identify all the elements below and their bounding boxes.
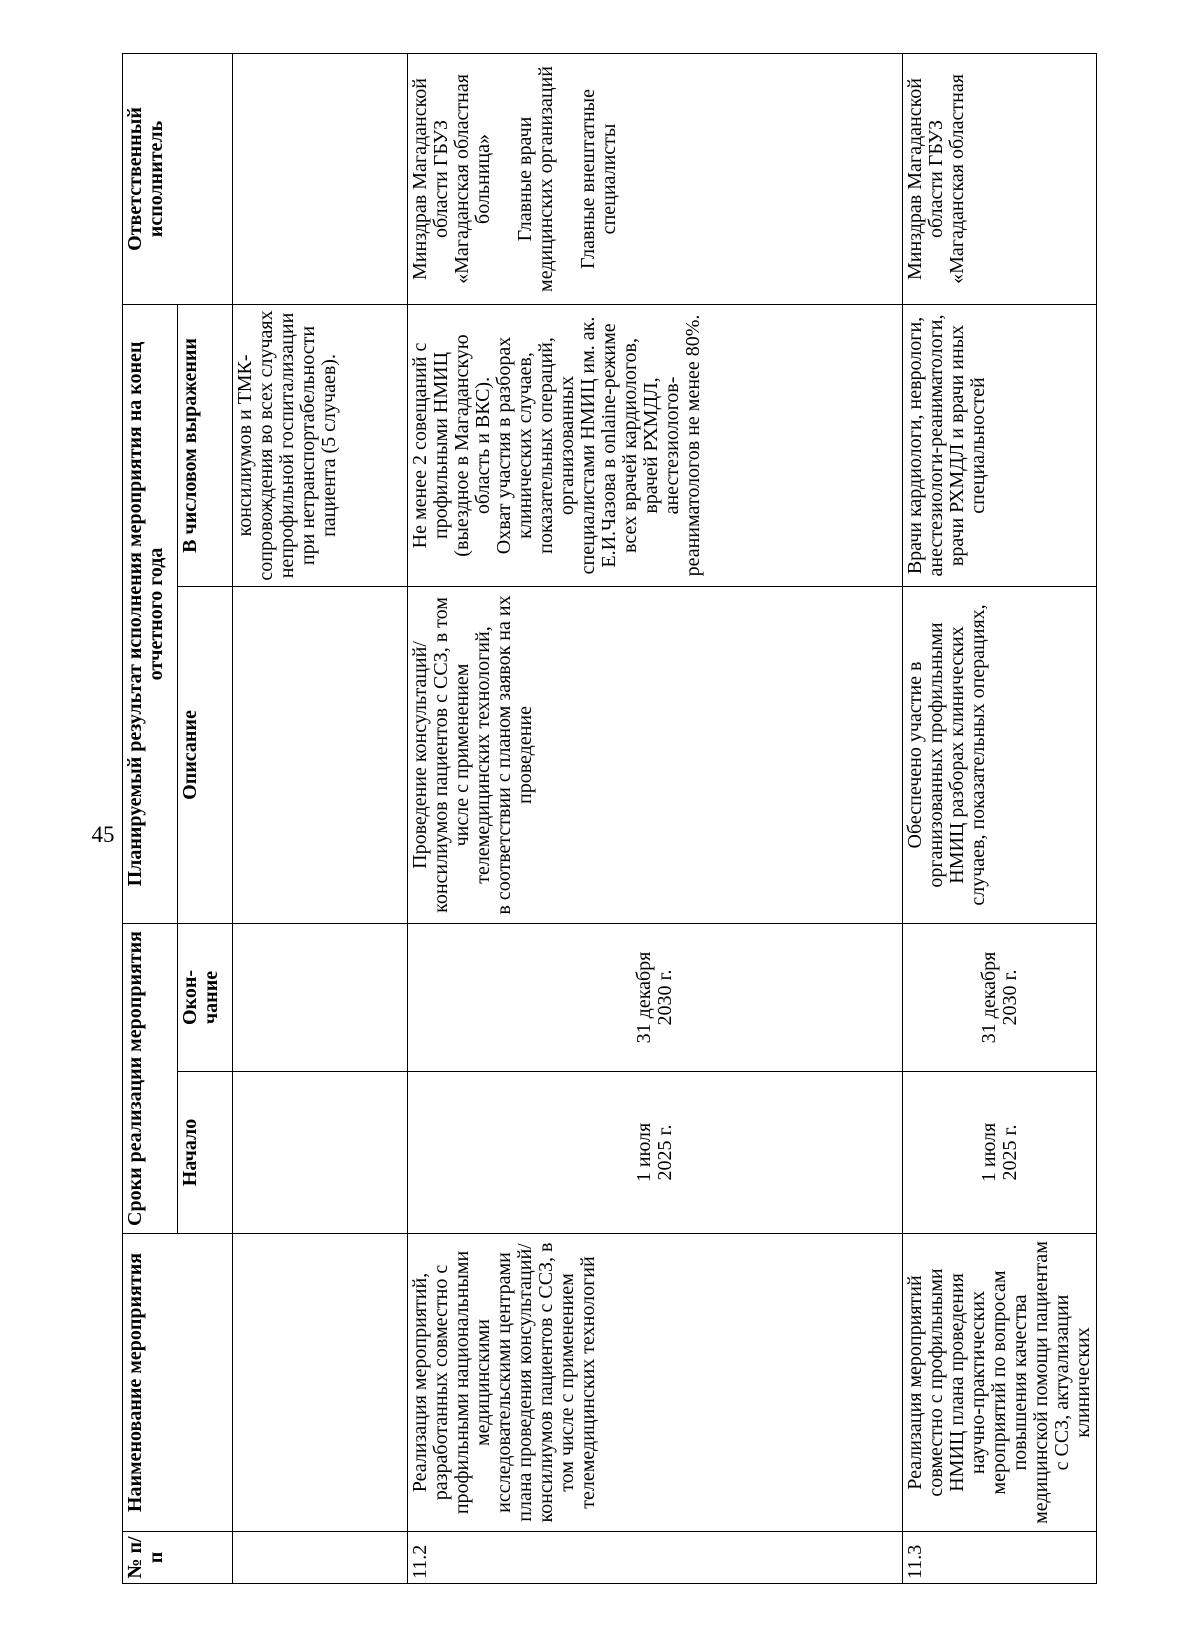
row-numeric: Не менее 2 совещаний с профильными НМИЦ (выездное в Магаданскую область и ВКС). Охват участия в разборах клинических случаев, показательных операций, организованных специалистами НМИЦ им. ак. Е.И.Чазова в onlaine-режиме всех врачей кардиологов, врачей РХМДЛ, анестезиологов-реаниматологов не менее 80%. — [408, 304, 903, 586]
row-numeric: консилиумов и ТМК-сопровождения во всех случаях непрофильной госпитализации при нетранспортабельности пациента (5 случаев). — [233, 304, 408, 586]
row-start: 1 июля 2025 г. — [408, 1072, 903, 1234]
row-end: 31 декабря 2030 г. — [408, 923, 903, 1071]
row-start — [233, 1072, 408, 1234]
table-row — [233, 53, 408, 1583]
header-end: Окон- чание — [178, 923, 233, 1071]
row-end: 31 декабря 2030 г. — [903, 923, 1097, 1071]
row-name — [233, 1234, 408, 1532]
row-num: 11.3 — [903, 1532, 1097, 1584]
rotated-table-container — [122, 54, 1094, 1584]
row-responsible: Минздрав Магаданской области ГБУЗ «Магаданская областная больница» Главные врачи медицинских организаций Главные внештатные специалисты — [408, 53, 903, 304]
header-dates: Сроки реализации мероприятия — [123, 923, 178, 1233]
header-numeric: В числовом выражении — [178, 304, 233, 586]
header-description: Описание — [178, 586, 233, 923]
row-description — [233, 586, 408, 923]
row-start: 1 июля 2025 г. — [903, 1072, 1097, 1234]
table-row — [408, 53, 903, 1583]
row-numeric: Врачи кардиологи, неврологи, анестезиологи-реаниматологи, врачи РХМДЛ и врачи иных специальностей — [903, 304, 1097, 586]
page-number: 45 — [91, 822, 115, 847]
events-table — [122, 53, 1097, 1584]
row-description: Обеспечено участие в организованных профильными НМИЦ разборах клинических случаев, показательных операциях, — [903, 586, 1097, 923]
header-name: Наименование мероприятия — [123, 1234, 233, 1532]
row-num: 11.2 — [408, 1532, 903, 1584]
header-num: № п/п — [123, 1532, 233, 1584]
row-name: Реализация мероприятий совместно с профильными НМИЦ плана проведения научно-практических мероприятий по вопросам повышения качества медицинской помощи пациентам с ССЗ, актуализации клинических — [903, 1234, 1097, 1532]
row-description: Проведение консультаций/консилиумов пациентов с ССЗ, в том числе с применением телемедицинских технологий, в соответствии с планом заявок на их проведение — [408, 586, 903, 923]
row-responsible: Минздрав Магаданской области ГБУЗ «Магаданская областная — [903, 53, 1097, 304]
row-num — [233, 1532, 408, 1584]
row-end — [233, 923, 408, 1071]
header-responsible: Ответственный исполнитель — [123, 53, 233, 304]
header-result: Планируемый результат исполнения мероприятия на конец отчетного года — [123, 304, 178, 923]
table-row — [903, 53, 1097, 1583]
row-responsible — [233, 53, 408, 304]
header-start: Начало — [178, 1072, 233, 1234]
header-row-top — [123, 53, 178, 1583]
row-name: Реализация мероприятий, разработанных совместно с профильными национальными медицинскими исследовательскими центрами плана проведения консультаций/консилиумов пациентов с ССЗ, в том числе с применением телемедицинских технологий — [408, 1234, 903, 1532]
